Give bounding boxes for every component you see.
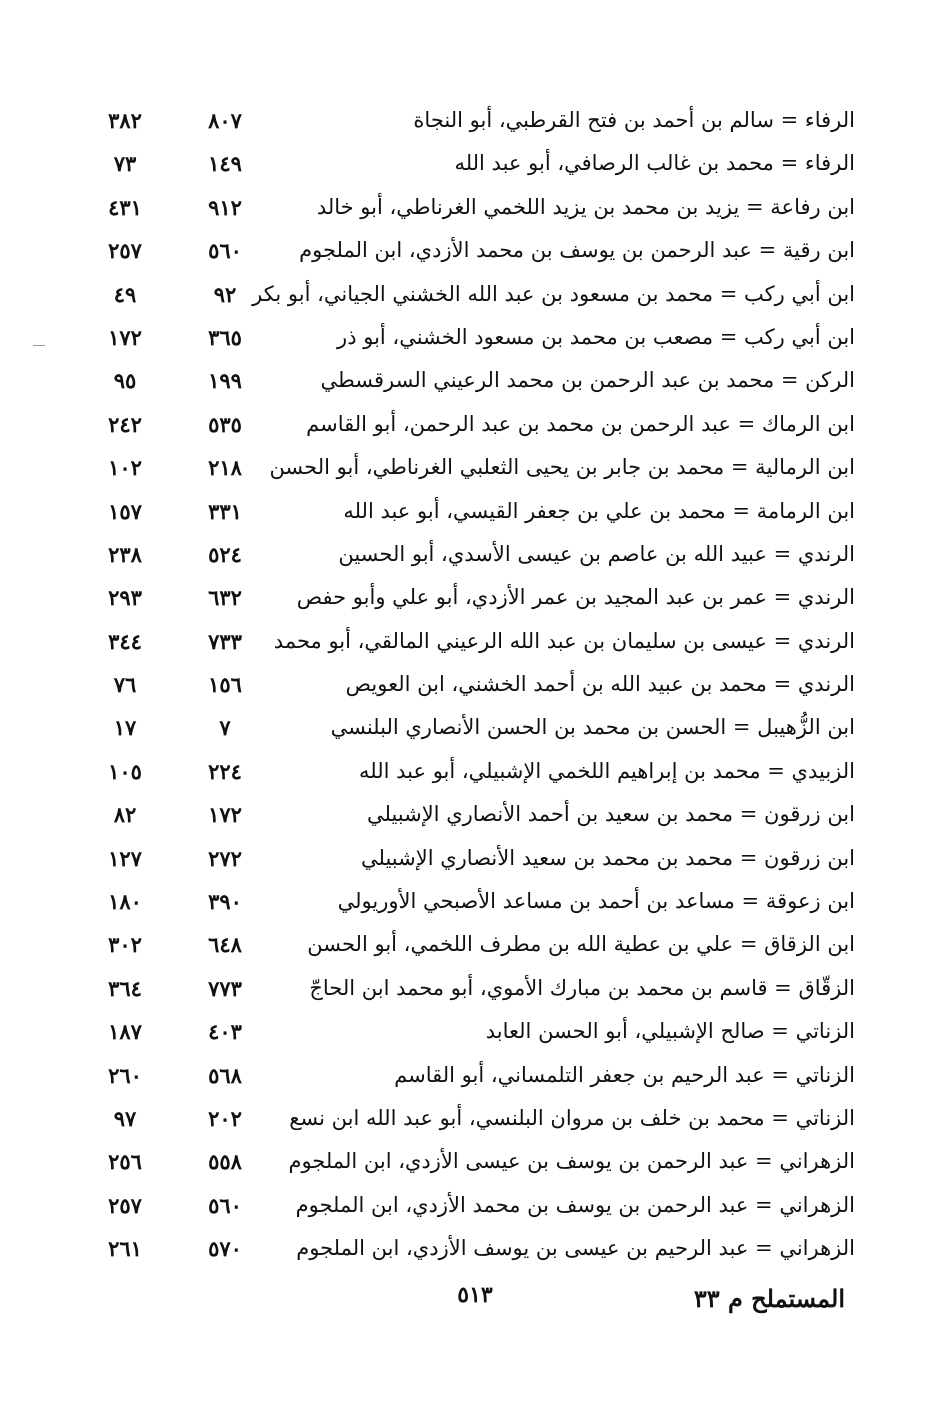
entry-number: ٢٧٢: [208, 845, 242, 871]
entry-number: ٢١٨: [208, 455, 242, 481]
entry-page: ١٧٢: [108, 324, 142, 350]
entry-page: ٩٥: [113, 368, 137, 394]
entry-page: ٢٥٧: [108, 1192, 142, 1218]
entry-name: ابن الزُّهيبل = الحسن بن محمد بن الحسن الأنصاري البلنسي: [330, 715, 855, 740]
index-entry: [90, 755, 855, 798]
entry-number: ١٤٩: [208, 151, 242, 177]
entry-name: الرندي = عمر بن عبد المجيد بن عمر الأزدي، أبو علي وأبو حفص: [296, 585, 855, 610]
entry-name: الزناتي = صالح الإشبيلي، أبو الحسن العابد: [485, 1019, 855, 1044]
entry-page: ١٨٧: [108, 1019, 142, 1045]
entry-page: ٤٣١: [108, 194, 142, 220]
entry-page: ١٢٧: [108, 845, 142, 871]
index-entry: [90, 1189, 855, 1232]
entry-number: ٥٥٨: [208, 1149, 242, 1175]
entry-page: ٢٤٢: [108, 411, 142, 437]
index-entry: [90, 1059, 855, 1102]
index-entry: [90, 1102, 855, 1145]
entry-number: ٩١٢: [208, 194, 242, 220]
entry-name: ابن الرماك = عبد الرحمن بن محمد بن عبد الرحمن، أبو القاسم: [306, 411, 855, 436]
entry-number: ٧: [219, 715, 231, 741]
index-entry: [90, 1145, 855, 1188]
entry-name: ابن زرقون = محمد بن محمد بن سعيد الأنصاري الإشبيلي: [361, 845, 855, 870]
entry-name: ابن الزقاق = علي بن عطية الله بن مطرف اللخمي، أبو الحسن: [307, 932, 855, 957]
index-entry: [90, 147, 855, 190]
entry-name: ابن زعوقة = مساعد بن أحمد بن مساعد الأصبحي الأوريولي: [337, 889, 855, 914]
entry-name: ابن رقية = عبد الرحمن بن يوسف بن محمد الأزدي، ابن الملجوم: [299, 238, 855, 263]
index-entry: [90, 711, 855, 754]
index-entry: [90, 451, 855, 494]
margin-mark: [33, 345, 45, 349]
entry-name: ابن أبي ركب = محمد بن مسعود بن عبد الله الخشني الجياني، أبو بكر: [252, 281, 855, 306]
entry-page: ٧٣: [113, 151, 137, 177]
entry-number: ٥٦٠: [208, 238, 242, 264]
entry-page: ٢٥٦: [108, 1149, 142, 1175]
entry-number: ١٥٦: [208, 672, 242, 698]
entry-number: ٥٦٨: [208, 1062, 242, 1088]
index-entry: [90, 1232, 855, 1275]
entry-name: الركن = محمد بن عبد الرحمن بن محمد الرعيني السرقسطي: [320, 368, 855, 393]
entry-name: ابن أبي ركب = مصعب بن محمد بن مسعود الخشني، أبو ذر: [337, 324, 855, 349]
entry-page: ٢٣٨: [108, 541, 142, 567]
index-entry: [90, 321, 855, 364]
entry-page: ١٥٧: [108, 498, 142, 524]
entry-page: ٧٦: [113, 672, 137, 698]
entry-name: الزناتي = محمد بن خلف بن مروان البلنسي، أبو عبد الله ابن نسع: [289, 1105, 855, 1130]
entry-number: ٢٢٤: [208, 758, 242, 784]
page-number: ٥١٣: [457, 1282, 493, 1308]
entry-number: ٦٤٨: [208, 932, 242, 958]
entry-page: ٣٤٤: [108, 628, 142, 654]
entry-number: ١٩٩: [208, 368, 242, 394]
index-entry: [90, 842, 855, 885]
entry-number: ٥٣٥: [208, 411, 242, 437]
index-entry: [90, 928, 855, 971]
entry-page: ٢٩٣: [108, 585, 142, 611]
index-entry: [90, 234, 855, 277]
index-entry: [90, 972, 855, 1015]
entry-name: ابن الرمامة = محمد بن علي بن جعفر القيسي، أبو عبد الله: [343, 498, 855, 523]
entry-number: ٣٩٠: [208, 889, 242, 915]
entry-number: ٢٠٢: [208, 1105, 242, 1131]
entry-name: الرندي = عيسى بن سليمان بن عبد الله الرعيني المالقي، أبو محمد: [273, 628, 855, 653]
entry-name: الرندي = محمد بن عبيد الله بن أحمد الخشني، ابن العويص: [345, 672, 855, 697]
entry-name: الرندي = عبيد الله بن عاصم بن عيسى الأسدي، أبو الحسين: [338, 541, 855, 566]
entry-page: ١٠٢: [108, 455, 142, 481]
entry-page: ٢٦١: [108, 1236, 142, 1262]
index-entry: [90, 408, 855, 451]
entry-page: ٣٦٤: [108, 975, 142, 1001]
entry-number: ٧٧٣: [208, 975, 242, 1001]
entry-number: ٤٠٣: [208, 1019, 242, 1045]
index-entry: [90, 1015, 855, 1058]
index-list: [90, 104, 855, 1276]
entry-name: الزقّاق = قاسم بن محمد بن مبارك الأموي، أبو محمد ابن الحاجّ: [309, 975, 855, 1000]
entry-page: ٩٧: [113, 1105, 137, 1131]
index-entry: [90, 104, 855, 147]
entry-name: الزبيدي = محمد بن إبراهيم اللخمي الإشبيلي، أبو عبد الله: [359, 758, 855, 783]
entry-page: ١٧: [113, 715, 137, 741]
entry-page: ٤٩: [113, 281, 137, 307]
entry-name: الزناتي = عبد الرحيم بن جعفر التلمساني، أبو القاسم: [394, 1062, 855, 1087]
index-entry: [90, 278, 855, 321]
entry-name: ابن الرمالية = محمد بن جابر بن يحيى الثعلبي الغرناطي، أبو الحسن: [269, 455, 855, 480]
entry-name: الرفاء = سالم بن أحمد بن فتح القرطبي، أبو النجاة: [413, 108, 855, 132]
entry-number: ٩٢: [213, 281, 237, 307]
entry-page: ٢٥٧: [108, 238, 142, 264]
entry-name: الزهراني = عبد الرحمن بن يوسف بن محمد الأزدي، ابن الملجوم: [295, 1192, 855, 1217]
signature-mark: المستملح م ٣٣: [693, 1284, 845, 1313]
entry-page: ٨٢: [113, 802, 137, 828]
entry-name: الزهراني = عبد الرحمن بن يوسف بن عيسى الأزدي، ابن الملجوم: [288, 1149, 855, 1174]
entry-number: ٣٦٥: [208, 324, 242, 350]
index-entry: [90, 885, 855, 928]
index-entry: [90, 364, 855, 407]
entry-page: ٣٠٢: [108, 932, 142, 958]
entry-number: ٦٣٢: [208, 585, 242, 611]
entry-page: ٢٦٠: [108, 1062, 142, 1088]
entry-page: ٣٨٢: [108, 108, 142, 133]
entry-name: الزهراني = عبد الرحيم بن عيسى بن يوسف الأزدي، ابن الملجوم: [296, 1236, 855, 1261]
entry-number: ٨٠٧: [208, 108, 242, 133]
entry-page: ١٨٠: [108, 889, 142, 915]
entry-number: ٥٦٠: [208, 1192, 242, 1218]
entry-page: ١٠٥: [108, 758, 142, 784]
entry-number: ٣٣١: [208, 498, 242, 524]
index-entry: [90, 495, 855, 538]
entry-name: ابن رفاعة = يزيد بن محمد بن يزيد اللخمي الغرناطي، أبو خالد: [316, 194, 855, 219]
index-entry: [90, 668, 855, 711]
entry-number: ٥٢٤: [208, 541, 242, 567]
entry-number: ١٧٢: [208, 802, 242, 828]
index-entry: [90, 191, 855, 234]
entry-name: ابن زرقون = محمد بن سعيد بن أحمد الأنصاري الإشبيلي: [366, 802, 855, 827]
entry-number: ٧٣٣: [208, 628, 242, 654]
index-entry: [90, 798, 855, 841]
index-entry: [90, 581, 855, 624]
entry-number: ٥٧٠: [208, 1236, 242, 1262]
entry-name: الرفاء = محمد بن غالب الرصافي، أبو عبد الله: [454, 151, 855, 176]
index-entry: [90, 538, 855, 581]
index-entry: [90, 625, 855, 668]
